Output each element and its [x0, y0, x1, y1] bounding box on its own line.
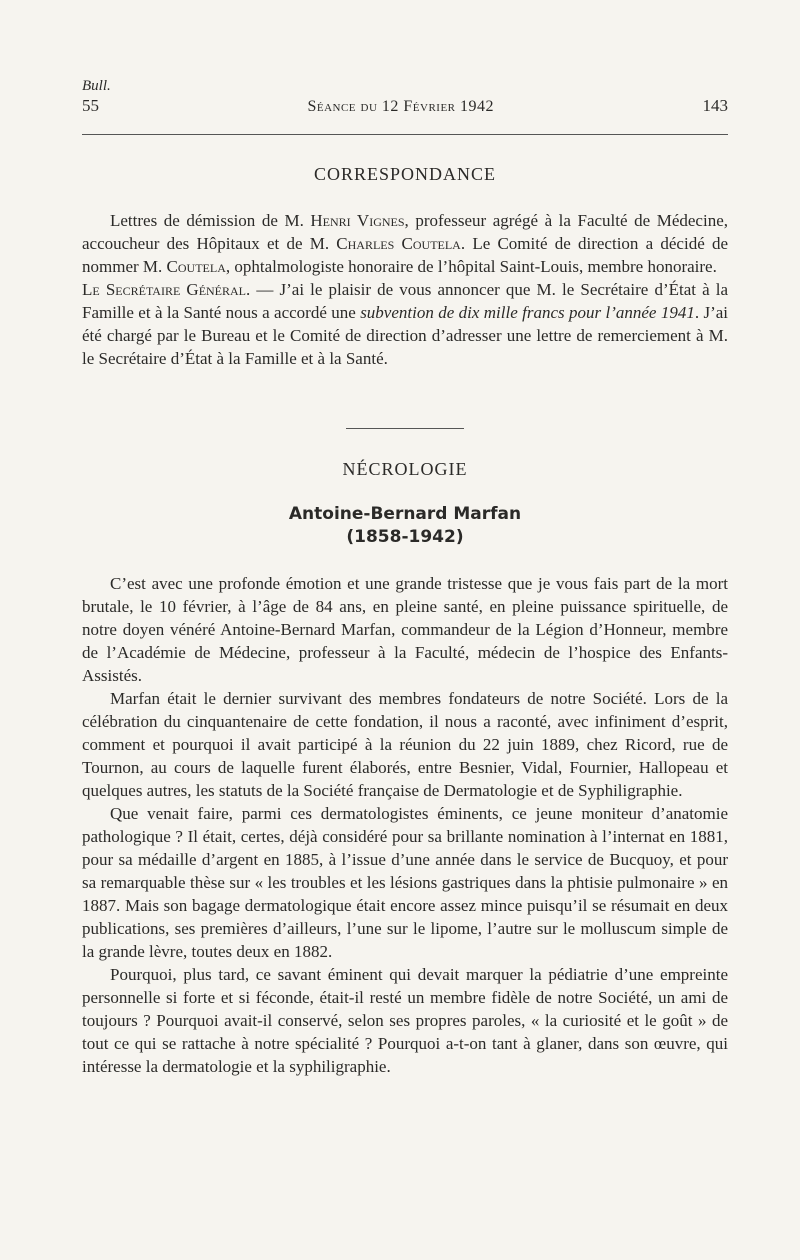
correspondance-body	[82, 209, 728, 370]
running-title: Séance du 12 Février 1942	[307, 98, 495, 115]
life-dates: (1858-1942)	[346, 527, 464, 547]
correspondance-paragraph-1: Lettres de démission de M. Henri Vignes, professeur agrégé à la Faculté de Médecine, accoucheur des Hôpitaux et de M. Charles Coutela. Le Comité de direction a décidé de nommer M. Coutela, ophtalmologiste honoraire de l’hôpital Saint-Louis, membre honoraire.	[82, 211, 729, 276]
volume-number: 55	[82, 96, 99, 115]
correspondance-paragraph-2: Le Secrétaire Général. — J’ai le plaisir de vous annoncer que M. le Secrétaire d’État à la Famille et à la Santé nous a accordé une subvention de dix mille francs pour l’année 1941. J’ai été chargé par le Bureau et le Comité de direction d’adresser une lettre de remerciement à M. le Secrétaire d’État à la Famille et à la Santé.	[82, 280, 729, 368]
page-number: 143	[702, 96, 728, 115]
necrologie-paragraph: Marfan était le dernier survivant des membres fondateurs de notre Société. Lors de la célébration du cinquantenaire de cette fondation, il nous a raconté, avec infiniment d’esprit, comment et pourquoi il avait participé à la réunion du 22 juin 1889, chez Ricord, rue de Tournon, au cours de laquelle furent élaborés, entre Besnier, Vidal, Fournier, Hallopeau et quelques autres, les statuts de la Société française de Dermatologie et de Syphiligraphie.	[82, 689, 728, 800]
necrologie-paragraph: Que venait faire, parmi ces dermatologistes éminents, ce jeune moniteur d’anatomie pathologique ? Il était, certes, déjà considéré pour sa brillante nomination à l’internat en 1881, pour sa médaille d’argent en 1885, à l’issue d’une année dans le service de Bucquoy, et pour sa remarquable thèse sur « les troubles et les lésions gastriques dans la phtisie pulmonaire » en 1887. Mais son bagage dermatologique était encore assez mince puisqu’il se résumait en deux publications, ses premières d’ailleurs, l’une sur le lipome, l’autre sur le molluscum simple de la grande lèvre, toutes deux en 1882.	[82, 804, 728, 961]
necrologie-paragraph: Pourquoi, plus tard, ce savant éminent qui devait marquer la pédiatrie d’une empreinte personnelle si forte et si féconde, était-il resté un membre fidèle de notre Société, un ami de toujours ? Pourquoi avait-il conservé, selon ses propres paroles, « la curiosité et le goût » de tout ce qui se rattache à notre spécialité ? Pourquoi a-t-on tant à glaner, dans son œuvre, qui intéresse la dermatologie et la syphiligraphie.	[82, 965, 728, 1076]
necrologie-heading: NÉCROLOGIE	[342, 459, 468, 479]
header-rule	[82, 134, 728, 135]
necrologie-paragraph: C’est avec une profonde émotion et une grande tristesse que je vous fais part de la mort brutale, le 10 février, à l’âge de 84 ans, en pleine santé, en pleine puissance spirituelle, de notre doyen vénéré Antoine-Bernard Marfan, commandeur de la Légion d’Honneur, membre de l’Académie de Médecine, professeur à la Faculté, médecin de l’hospice des Enfants-Assistés.	[82, 574, 728, 685]
correspondance-heading: CORRESPONDANCE	[313, 164, 497, 184]
journal-abbreviation: Bull.	[82, 78, 111, 94]
deceased-name: Antoine-Bernard Marfan	[288, 504, 522, 524]
running-header	[82, 96, 728, 116]
necrologie-body	[82, 572, 728, 1078]
section-divider	[346, 428, 464, 429]
